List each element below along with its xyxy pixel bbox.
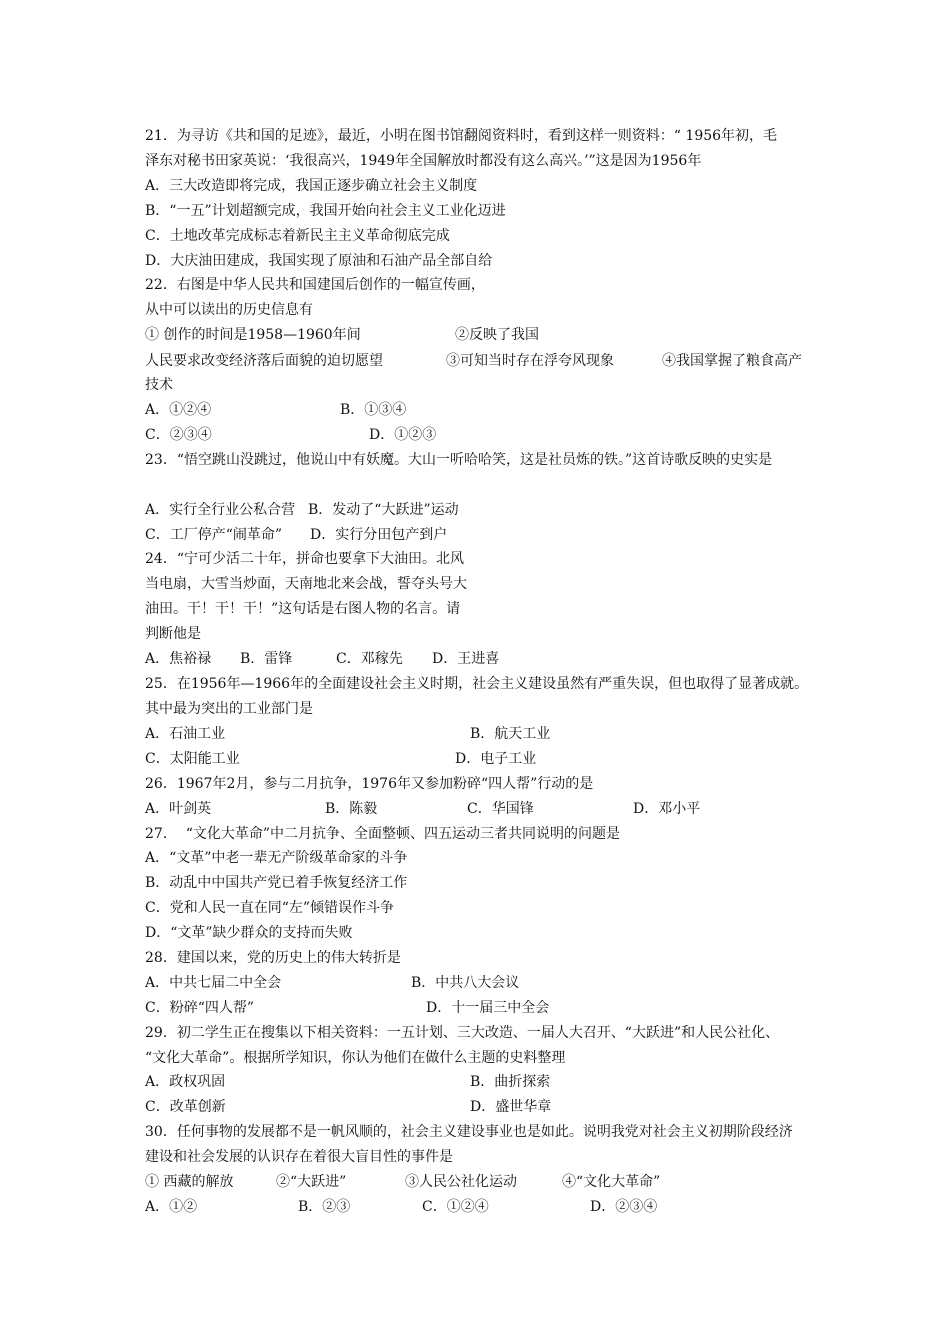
q21-option-c: C．土地改革完成标志着新民主主义革命彻底完成 [145, 228, 450, 244]
q24-option-b: B．雷锋 [240, 651, 293, 667]
q22-option-a: A．①②④ [145, 402, 212, 418]
q23-stem: 23．“悟空跳山没跳过，他说山中有妖魔。大山一听哈哈笑，这是社员炼的铁。”这首诗歌反映的史实是 [145, 452, 773, 468]
q26-option-c: C．华国锋 [467, 801, 534, 817]
q22-stem-line1: 22．右图是中华人民共和国建国后创作的一幅宣传画， [145, 277, 485, 293]
q26-option-a: A．叶剑英 [145, 801, 212, 817]
q22-stem-line2: 从中可以读出的历史信息有 [145, 302, 313, 318]
q28-option-a: A．中共七届二中全会 [145, 975, 282, 991]
q28-option-b: B．中共八大会议 [411, 975, 520, 991]
q22-option-c: C．②③④ [145, 427, 212, 443]
q22-option-b: B．①③④ [340, 402, 407, 418]
q30-statement-4: ④“文化大革命” [562, 1174, 661, 1190]
q30-stem-line2: 建设和社会发展的认识存在着很大盲目性的事件是 [145, 1149, 453, 1165]
q24-stem-line4: 判断他是 [145, 626, 201, 642]
q29-option-c: C．改革创新 [145, 1099, 226, 1115]
q30-statement-1: ① 西藏的解放 [145, 1174, 234, 1190]
q29-option-d: D．盛世华章 [470, 1099, 552, 1115]
q27-option-b: B．动乱中中国共产党已着手恢复经济工作 [145, 875, 408, 891]
q24-stem-line1: 24．“宁可少活二十年，拼命也要拿下大油田。北风 [145, 551, 464, 567]
q25-option-c: C．太阳能工业 [145, 751, 240, 767]
q30-option-c: C．①②④ [422, 1199, 489, 1215]
q30-statement-2: ②“大跃进” [276, 1174, 347, 1190]
q29-stem-line1: 29．初二学生正在搜集以下相关资料：一五计划、三大改造、一届人大召开、“大跃进”和人民公社化、 [145, 1025, 780, 1041]
q23-option-b: B．发动了“大跃进”运动 [308, 502, 459, 518]
q24-option-a: A．焦裕禄 [145, 651, 212, 667]
q21-option-a: A．三大改造即将完成，我国正逐步确立社会主义制度 [145, 178, 478, 194]
q28-option-c: C．粉碎“四人帮” [145, 1000, 255, 1016]
q28-option-d: D．十一届三中全会 [426, 1000, 550, 1016]
q29-option-b: B．曲折探索 [470, 1074, 551, 1090]
q21-option-d: D．大庆油田建成，我国实现了原油和石油产品全部自给 [145, 253, 493, 269]
q22-statement-4: ④我国掌握了粮食高产 [662, 353, 802, 369]
q21-stem-line2: 泽东对秘书田家英说：‘我很高兴，1949年全国解放时都没有这么高兴。’”这是因为1956年 [145, 153, 702, 169]
q27-option-d: D．“文革”缺少群众的支持而失败 [145, 925, 353, 941]
q22-statement-4-cont: 技术 [145, 377, 173, 393]
q25-option-d: D．电子工业 [455, 751, 537, 767]
q23-option-a: A．实行全行业公私合营 [145, 502, 296, 518]
q24-stem-line2: 当电扇，大雪当炒面，天南地北来会战，誓夺头号大 [145, 576, 467, 592]
q29-option-a: A．政权巩固 [145, 1074, 226, 1090]
q26-option-b: B．陈毅 [325, 801, 378, 817]
q25-stem-line1: 25．在1956年—1966年的全面建设社会主义时期，社会主义建设虽然有严重失误，但也取得了显著成就。 [145, 676, 809, 692]
q26-stem: 26．1967年2月，参与二月抗争，1976年又参加粉碎“四人帮”行动的是 [145, 776, 594, 792]
q27-stem: 27． “文化大革命”中二月抗争、全面整顿、四五运动三者共同说明的问题是 [145, 826, 621, 842]
q27-option-a: A．“文革”中老一辈无产阶级革命家的斗争 [145, 850, 408, 866]
q23-option-c: C．工厂停产“闹革命” [145, 527, 283, 543]
q22-statement-3: ③可知当时存在浮夸风现象 [446, 353, 614, 369]
q25-option-a: A．石油工业 [145, 726, 226, 742]
q30-option-b: B．②③ [298, 1199, 351, 1215]
q25-stem-line2: 其中最为突出的工业部门是 [145, 701, 313, 717]
q21-option-b: B．“一五”计划超额完成，我国开始向社会主义工业化迈进 [145, 203, 506, 219]
q27-option-c: C．党和人民一直在同“左”倾错误作斗争 [145, 900, 395, 916]
q26-option-d: D．邓小平 [633, 801, 701, 817]
q22-statement-2: ②反映了我国 [455, 327, 539, 343]
q23-option-d: D．实行分田包产到户 [310, 527, 448, 543]
q30-option-a: A．①② [145, 1199, 198, 1215]
q24-stem-line3: 油田。干！干！干！”这句话是右图人物的名言。请 [145, 601, 461, 617]
q30-statement-3: ③人民公社化运动 [405, 1174, 517, 1190]
q24-option-c: C．邓稼先 [336, 651, 403, 667]
q22-option-d: D．①②③ [369, 427, 437, 443]
q29-stem-line2: “文化大革命”。根据所学知识，你认为他们在做什么主题的史料整理 [145, 1050, 566, 1066]
q30-stem-line1: 30．任何事物的发展都不是一帆风顺的，社会主义建设事业也是如此。说明我党对社会主义初期阶段经济 [145, 1124, 793, 1140]
q24-option-d: D．王进喜 [432, 651, 500, 667]
q30-option-d: D．②③④ [590, 1199, 658, 1215]
q28-stem: 28．建国以来，党的历史上的伟大转折是 [145, 950, 401, 966]
q25-option-b: B．航天工业 [470, 726, 551, 742]
q21-stem-line1: 21．为寻访《共和国的足迹》，最近，小明在图书馆翻阅资料时，看到这样一则资料：“ 1956年初，毛 [145, 128, 778, 144]
q22-statement-1: ① 创作的时间是1958—1960年间 [145, 327, 361, 343]
q22-statement-2-cont: 人民要求改变经济落后面貌的迫切愿望 [145, 353, 383, 369]
